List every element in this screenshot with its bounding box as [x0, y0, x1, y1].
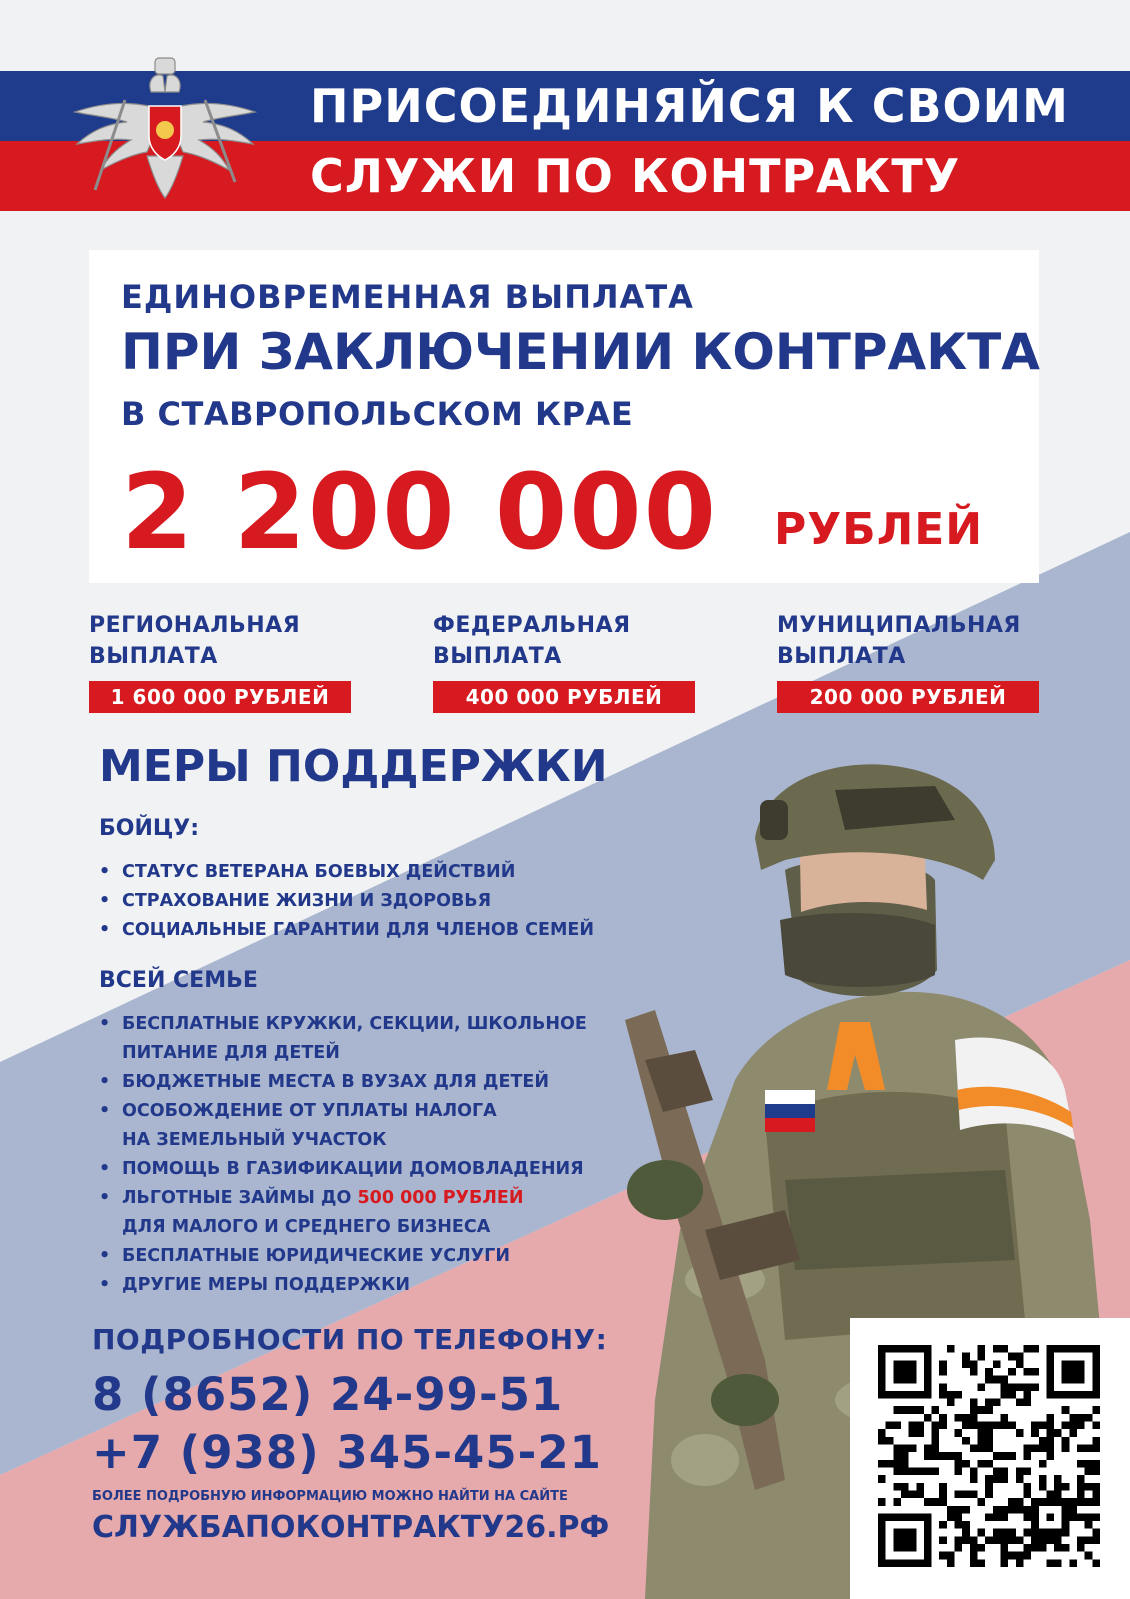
payment-municipal-title-line2: ВЫПЛАТА — [777, 644, 906, 669]
header-title-line1: ПРИСОЕДИНЯЙСЯ К СВОИМ — [310, 79, 1069, 133]
list-item-text: ДЛЯ МАЛОГО И СРЕДНЕГО БИЗНЕСА — [122, 1217, 491, 1237]
loan-amount-highlight: 500 000 РУБЛЕЙ — [357, 1188, 524, 1208]
list-item-text: БЕСПЛАТНЫЕ КРУЖКИ, СЕКЦИИ, ШКОЛЬНОЕ — [122, 1014, 587, 1034]
offer-currency: РУБЛЕЙ — [774, 504, 984, 555]
list-item-text: СТАТУС ВЕТЕРАНА БОЕВЫХ ДЕЙСТВИЙ — [122, 862, 516, 882]
support-family-heading: ВСЕЙ СЕМЬЕ — [99, 968, 258, 993]
list-item: • ЛЬГОТНЫЕ ЗАЙМЫ ДО 500 000 РУБЛЕЙ — [99, 1188, 524, 1208]
support-soldier-heading: БОЙЦУ: — [99, 816, 200, 841]
list-item-text: СТРАХОВАНИЕ ЖИЗНИ И ЗДОРОВЬЯ — [122, 891, 492, 911]
payment-municipal-amount: 200 000 РУБЛЕЙ — [777, 681, 1039, 713]
list-item-text: НА ЗЕМЕЛЬНЫЙ УЧАСТОК — [122, 1130, 387, 1150]
payment-federal-title — [433, 610, 631, 672]
list-item-text: ЛЬГОТНЫЕ ЗАЙМЫ ДО — [122, 1188, 352, 1208]
list-item-text: ОСОБОЖДЕНИЕ ОТ УПЛАТЫ НАЛОГА — [122, 1101, 497, 1121]
list-item: • БЕСПЛАТНЫЕ КРУЖКИ, СЕКЦИИ, ШКОЛЬНОЕ — [99, 1014, 587, 1034]
support-family-list — [99, 1010, 587, 1300]
support-soldier-list — [99, 858, 594, 945]
list-item-text: ПИТАНИЕ ДЛЯ ДЕТЕЙ — [122, 1043, 340, 1063]
payment-federal-amount: 400 000 РУБЛЕЙ — [433, 681, 695, 713]
phone-secondary-link[interactable]: +7 (938) 345-45-21 — [92, 1426, 602, 1479]
support-title: МЕРЫ ПОДДЕРЖКИ — [99, 741, 608, 792]
list-item — [99, 1126, 587, 1155]
offer-amount: 2 200 000 — [121, 451, 718, 573]
payment-regional-amount: 1 600 000 РУБЛЕЙ — [89, 681, 351, 713]
list-item: • БЮДЖЕТНЫЕ МЕСТА В ВУЗАХ ДЛЯ ДЕТЕЙ — [99, 1072, 549, 1092]
phone-primary-link[interactable]: 8 (8652) 24-99-51 — [92, 1368, 564, 1421]
list-item-text: БЮДЖЕТНЫЕ МЕСТА В ВУЗАХ ДЛЯ ДЕТЕЙ — [122, 1072, 549, 1092]
offer-line3: В СТАВРОПОЛЬСКОМ КРАЕ — [121, 395, 634, 433]
list-item: • СОЦИАЛЬНЫЕ ГАРАНТИИ ДЛЯ ЧЛЕНОВ СЕМЕЙ — [99, 920, 594, 940]
list-item-text: БЕСПЛАТНЫЕ ЮРИДИЧЕСКИЕ УСЛУГИ — [122, 1246, 510, 1266]
list-item-text: СОЦИАЛЬНЫЕ ГАРАНТИИ ДЛЯ ЧЛЕНОВ СЕМЕЙ — [122, 920, 594, 940]
list-item — [99, 1213, 587, 1242]
list-item: • СТРАХОВАНИЕ ЖИЗНИ И ЗДОРОВЬЯ — [99, 891, 492, 911]
list-item: • ОСОБОЖДЕНИЕ ОТ УПЛАТЫ НАЛОГА — [99, 1101, 497, 1121]
payment-regional-title — [89, 610, 300, 672]
qr-code-icon[interactable] — [878, 1345, 1100, 1567]
payment-federal-title-line2: ВЫПЛАТА — [433, 644, 562, 669]
phone-label: ПОДРОБНОСТИ ПО ТЕЛЕФОНУ: — [92, 1323, 608, 1356]
payment-municipal-title — [777, 610, 1021, 672]
header-title-line2: СЛУЖИ ПО КОНТРАКТУ — [310, 149, 961, 203]
payment-regional-title-line2: ВЫПЛАТА — [89, 644, 218, 669]
payment-federal-title-line1: ФЕДЕРАЛЬНАЯ — [433, 613, 631, 638]
list-item: • БЕСПЛАТНЫЕ ЮРИДИЧЕСКИЕ УСЛУГИ — [99, 1246, 510, 1266]
double-headed-eagle-emblem-icon — [55, 52, 275, 202]
payment-regional-title-line1: РЕГИОНАЛЬНАЯ — [89, 613, 301, 638]
offer-line1: ЕДИНОВРЕМЕННАЯ ВЫПЛАТА — [121, 278, 694, 316]
list-item-text: ПОМОЩЬ В ГАЗИФИКАЦИИ ДОМОВЛАДЕНИЯ — [122, 1159, 584, 1179]
site-link[interactable]: СЛУЖБАПОКОНТРАКТУ26.РФ — [92, 1510, 610, 1545]
payment-municipal-title-line1: МУНИЦИПАЛЬНАЯ — [777, 613, 1021, 638]
offer-line2: ПРИ ЗАКЛЮЧЕНИИ КОНТРАКТА — [121, 323, 1040, 381]
list-item-text: ДРУГИЕ МЕРЫ ПОДДЕРЖКИ — [122, 1275, 411, 1295]
list-item: • СТАТУС ВЕТЕРАНА БОЕВЫХ ДЕЙСТВИЙ — [99, 862, 516, 882]
list-item: • ПОМОЩЬ В ГАЗИФИКАЦИИ ДОМОВЛАДЕНИЯ — [99, 1159, 584, 1179]
list-item: • ДРУГИЕ МЕРЫ ПОДДЕРЖКИ — [99, 1275, 411, 1295]
list-item — [99, 1039, 587, 1068]
site-note: БОЛЕЕ ПОДРОБНУЮ ИНФОРМАЦИЮ МОЖНО НАЙТИ НА САЙТЕ — [92, 1489, 568, 1504]
